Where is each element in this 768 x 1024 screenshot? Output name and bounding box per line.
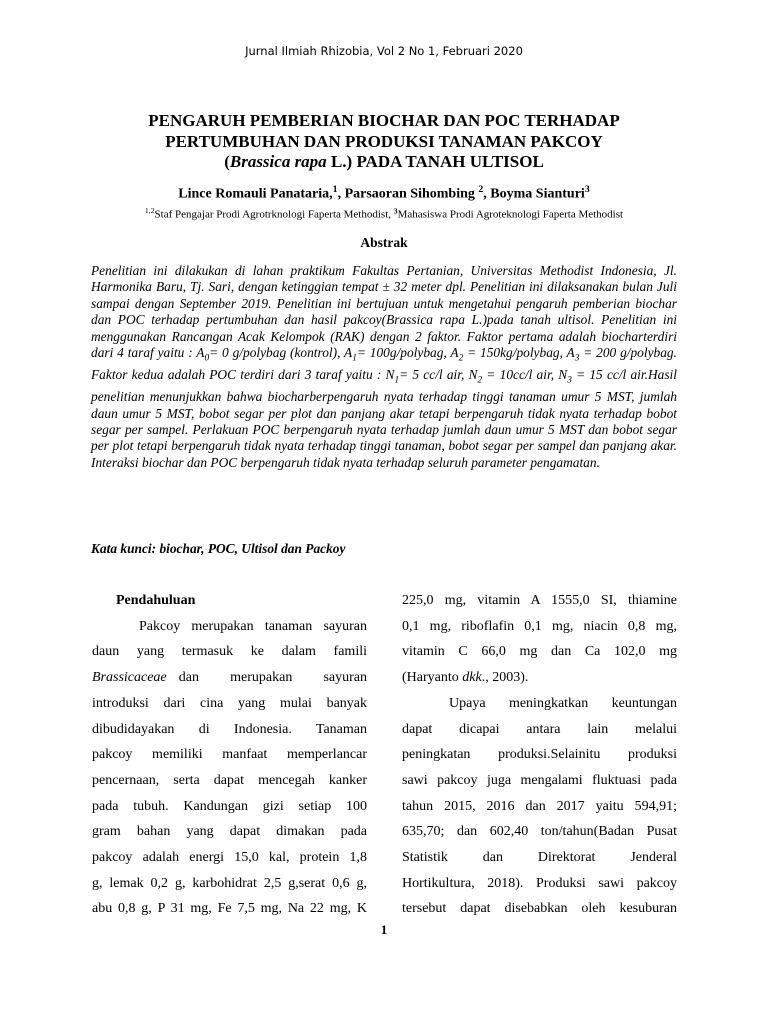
abstract-text: = 15 cc/l air.Hasil penelitian menunjukkan bahwa biocharberpengaruh nyata terhadap tinggi tanaman umur 5 MST, jumlah daun umur 5 MST, bobot segar per plot dan panjang akar tetapi berpengaruh tidak nyata terhadap bobot segar per sampel. Perlakuan POC berpengaruh nyata terhadap jumlah daun umur 5 MST dan bobot segar per plot tetapi berpengaruh tidak nyata terhadap tinggi tanaman, bobot segar per sampel dan panjang akar. Interaksi biochar dan POC berpengaruh tidak nyata terhadap seluruh parameter pengamatan. (91, 367, 677, 470)
title-line-1: PENGARUH PEMBERIAN BIOCHAR DAN POC TERHADAP (148, 111, 620, 130)
sub-a1: 1 (352, 353, 357, 364)
author-3: , Boyma Sianturi (483, 186, 585, 202)
sub-n1: 1 (394, 375, 400, 386)
abstract-text: = 5 cc/l air, N (399, 367, 478, 383)
text-line: dibudidayakan di Indonesia. Tanaman (92, 721, 367, 737)
text-line: 635,70; dan 602,40 ton/tahun(Badan Pusat (402, 824, 677, 840)
text-line: 0,1 mg, riboflafin 0,1 mg, niacin 0,8 mg, (402, 618, 677, 634)
text-line: Statistik dan Direktorat Jenderal (402, 850, 677, 866)
text-line (402, 665, 677, 691)
text-line: 225,0 mg, vitamin A 1555,0 SI, thiamine (402, 593, 677, 608)
sub-n2: 2 (477, 375, 483, 386)
family-name: Brassicaceae (92, 670, 167, 686)
title-paren: ( (224, 152, 230, 171)
text-line: Hortikultura, 2018). Produksi sawi pakcoy (402, 875, 677, 891)
keywords: Kata kunci: biochar, POC, Ultisol dan Packoy (91, 541, 346, 556)
author-2-mark: 2 (478, 184, 484, 195)
author-1: Lince Romauli Panataria, (178, 186, 333, 202)
running-head: Jurnal Ilmiah Rhizobia, Vol 2 No 1, Februari 2020 (245, 44, 523, 58)
text-line: Upaya meningkatkan keuntungan (449, 695, 677, 711)
text-line: dapat dicapai antara lain melalui (402, 721, 677, 737)
title-line-3 (60, 152, 708, 173)
section-heading-pendahuluan: Pendahuluan (116, 593, 196, 608)
page-number: 1 (380, 922, 388, 937)
abstract-text: = 100g/polybag, A (356, 345, 459, 361)
abstract-text: Penelitian ini dilakukan di lahan praktikum Fakultas Pertanian, Universitas Methodist Indonesia, Jl. Harmonika Baru, Tj. Sari, dengan ketinggian tempat ± 32 meter dpl. Penelitian ini dilaksanakan bulan Juli sampai dengan September 2019. Penelitian ini bertujuan untuk mengetahui pengaruh pemberian biochar dan POC terhadap pertumbuhan dan hasil pakcoy(Brassica rapa L.)pada tanah ultisol. Penelitian ini menggunakan Rancangan Acak Kelompok (RAK) dengan 2 faktor. Faktor pertama adalah biocharterdiri dari 4 taraf yaitu : A (91, 263, 677, 361)
title-line-2: PERTUMBUHAN DAN PRODUKSI TANAMAN PAKCOY (165, 131, 603, 151)
text-fragment: dan merupakan sayuran (178, 670, 368, 686)
affiliation-text-2: Mahasiswa Prodi Agroteknologi Faperta Methodist (397, 208, 624, 221)
citation-etal: dkk (462, 670, 482, 686)
text-line: pada tubuh. Kandungan gizi setiap 100 (92, 798, 367, 814)
text-line: daun yang termasuk ke dalam famili (92, 644, 367, 660)
text-line: peningkatan produksi.Selainitu produksi (402, 747, 677, 763)
abstract-body (91, 263, 677, 471)
citation-end: ., 2003). (481, 670, 529, 686)
abstract-text: = 200 g/polybag. Faktor kedua adalah POC terdiri dari 3 taraf yaitu : N (91, 345, 677, 383)
left-column (92, 588, 367, 922)
text-line: gram bahan yang dapat dimakan pada (92, 824, 367, 840)
text-line: pakcoy memiliki manfaat memperlancar (92, 747, 367, 763)
sub-n3: 3 (567, 375, 572, 386)
sub-a2: 2 (458, 353, 464, 364)
abstract-text: = 150kg/polybag, A (463, 345, 575, 361)
sub-a3: 3 (574, 353, 580, 364)
text-line: vitamin C 66,0 mg dan Ca 102,0 mg (402, 644, 677, 660)
abstract-text: = 10cc/l air, N (482, 367, 568, 383)
affiliation-text-1: Staf Pengajar Prodi Agrotrknologi Faperta Methodist, (154, 208, 394, 221)
text-line: pakcoy adalah energi 15,0 kal, protein 1,8 (92, 850, 367, 866)
author-1-mark: 1 (332, 184, 338, 195)
text-line (92, 665, 367, 691)
author-3-mark: 3 (584, 184, 590, 195)
author-2: , Parsaoran Sihombing (337, 186, 479, 202)
text-line: introduksi dari cina yang mulai banyak (92, 695, 367, 711)
affiliation-mark-2: 3 (393, 206, 398, 215)
abstract-heading: Abstrak (360, 235, 408, 250)
sub-a0: 0 (204, 353, 210, 364)
text-line: tersebut dapat disebabkan oleh kesuburan (402, 901, 677, 917)
text-line: abu 0,8 g, P 31 mg, Fe 7,5 mg, Na 22 mg, K (92, 901, 367, 917)
paper-title (60, 111, 708, 173)
text-line: sawi pakcoy juga mengalami fluktuasi pada (402, 772, 677, 788)
abstract-text: = 0 g/polybag (kontrol), A (209, 345, 353, 361)
text-line: tahun 2015, 2016 dan 2017 yaitu 594,91; (402, 798, 677, 814)
author-list (40, 184, 728, 203)
title-line-3-rest: L.) PADA TANAH ULTISOL (326, 152, 544, 171)
affiliation-mark-1: 1,2 (144, 206, 155, 215)
affiliation (40, 206, 728, 221)
text-line: g, lemak 0,2 g, karbohidrat 2,5 g,serat 0,6 g, (92, 875, 367, 891)
citation: (Haryanto (402, 670, 463, 686)
text-line: Pakcoy merupakan tanaman sayuran (139, 618, 367, 634)
text-line: pencernaan, serta dapat mencegah kanker (92, 772, 367, 788)
right-column (402, 588, 677, 922)
title-species: Brassica rapa (229, 152, 327, 171)
